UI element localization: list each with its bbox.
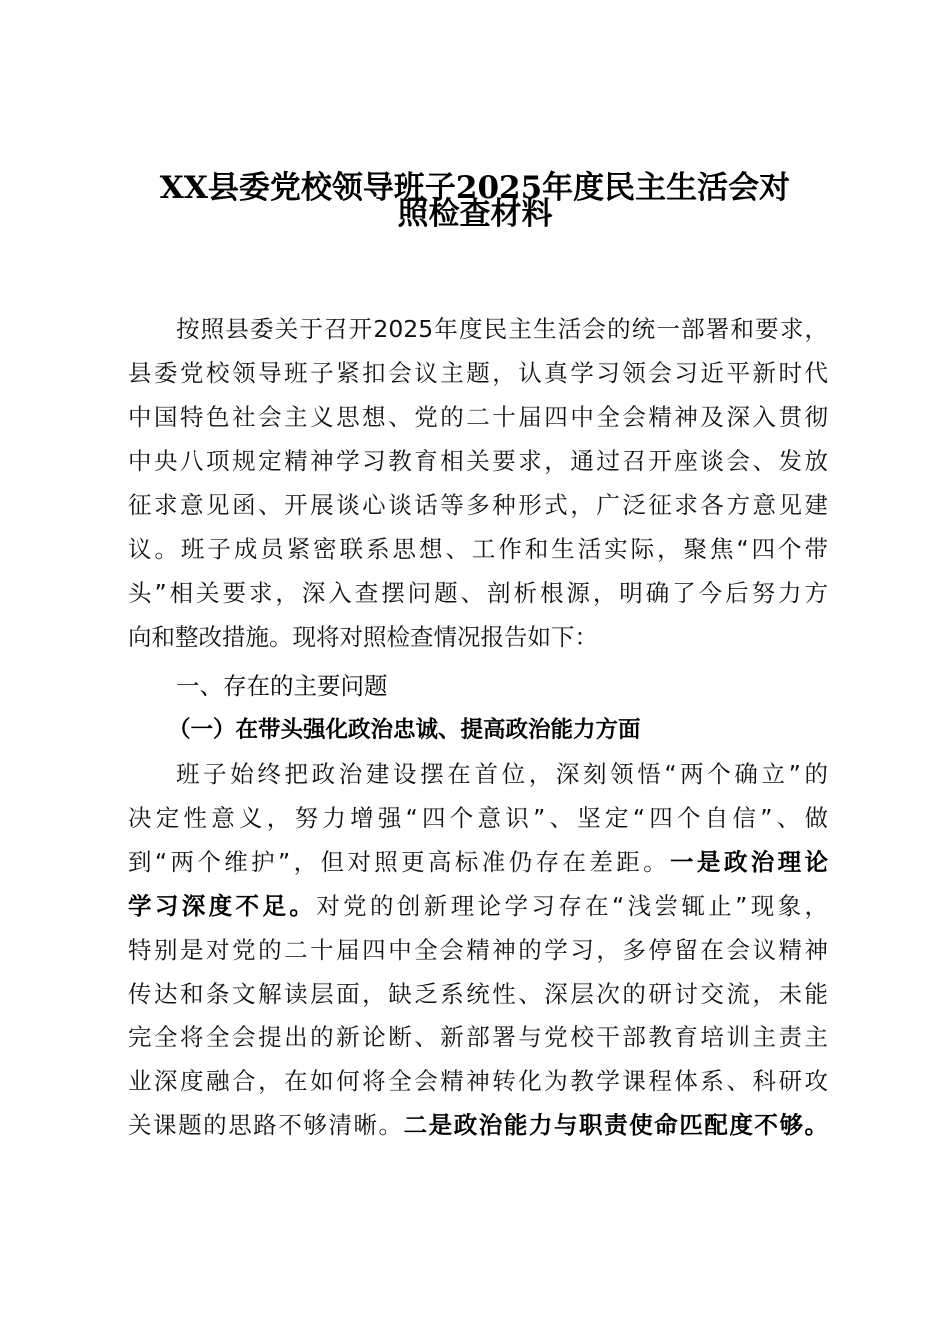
- intro-paragraph-line: 按照县委关于召开2025年度民主生活会的统一部署和要求，: [176, 315, 828, 343]
- document-title-line-1: XX县委党校领导班子2025年度民主生活会对: [159, 170, 791, 206]
- body-paragraph-line: [128, 891, 828, 921]
- intro-paragraph-line: 头”相关要求，深入查摆问题、剖析根源，明确了今后努力方: [128, 579, 828, 607]
- body-paragraph-line: 特别是对党的二十届四中全会精神的学习，多停留在会议精神: [128, 936, 828, 964]
- body-paragraph-line: 决定性意义，努力增强“四个意识”、坚定“四个自信”、做: [128, 804, 828, 832]
- intro-paragraph-line: 中国特色社会主义思想、党的二十届四中全会精神及深入贯彻: [128, 403, 828, 431]
- body-text: 关课题的思路不够清晰。: [128, 1111, 404, 1139]
- body-paragraph-line: [128, 1110, 828, 1140]
- bold-key-point: 一是政治理论: [670, 848, 828, 876]
- body-text: 到“两个维护”，但对照更高标准仍存在差距。: [128, 848, 671, 876]
- body-paragraph-line: [128, 847, 828, 877]
- body-paragraph-line: 传达和条文解读层面，缺乏系统性、深层次的研讨交流，未能: [128, 980, 828, 1008]
- bold-key-point: 学习深度不足。: [128, 892, 317, 920]
- intro-paragraph-line: 中央八项规定精神学习教育相关要求，通过召开座谈会、发放: [128, 447, 828, 475]
- body-paragraph-line: 完全将全会提出的新论断、新部署与党校干部教育培训主责主: [128, 1023, 828, 1051]
- body-text: 对党的创新理论学习存在“浅尝辄止”现象，: [316, 892, 828, 920]
- subsection-heading: （一）在带头强化政治忠诚、提高政治能力方面: [168, 717, 641, 743]
- intro-paragraph-line: 县委党校领导班子紧扣会议主题，认真学习领会习近平新时代: [128, 359, 828, 387]
- document-title-line-2: 照检查材料: [397, 196, 553, 232]
- body-paragraph-line: 班子始终把政治建设摆在首位，深刻领悟“两个确立”的: [176, 760, 828, 788]
- intro-paragraph-line: 向和整改措施。现将对照检查情况报告如下：: [128, 623, 598, 651]
- intro-paragraph-line: 征求意见函、开展谈心谈话等多种形式，广泛征求各方意见建: [128, 491, 828, 519]
- body-paragraph-line: 业深度融合，在如何将全会精神转化为教学课程体系、科研攻: [128, 1067, 828, 1095]
- section-heading: 一、存在的主要问题: [176, 672, 388, 700]
- bold-key-point: 二是政治能力与职责使命匹配度不够。: [403, 1111, 829, 1139]
- intro-paragraph-line: 议。班子成员紧密联系思想、工作和生活实际，聚焦“四个带: [128, 535, 828, 563]
